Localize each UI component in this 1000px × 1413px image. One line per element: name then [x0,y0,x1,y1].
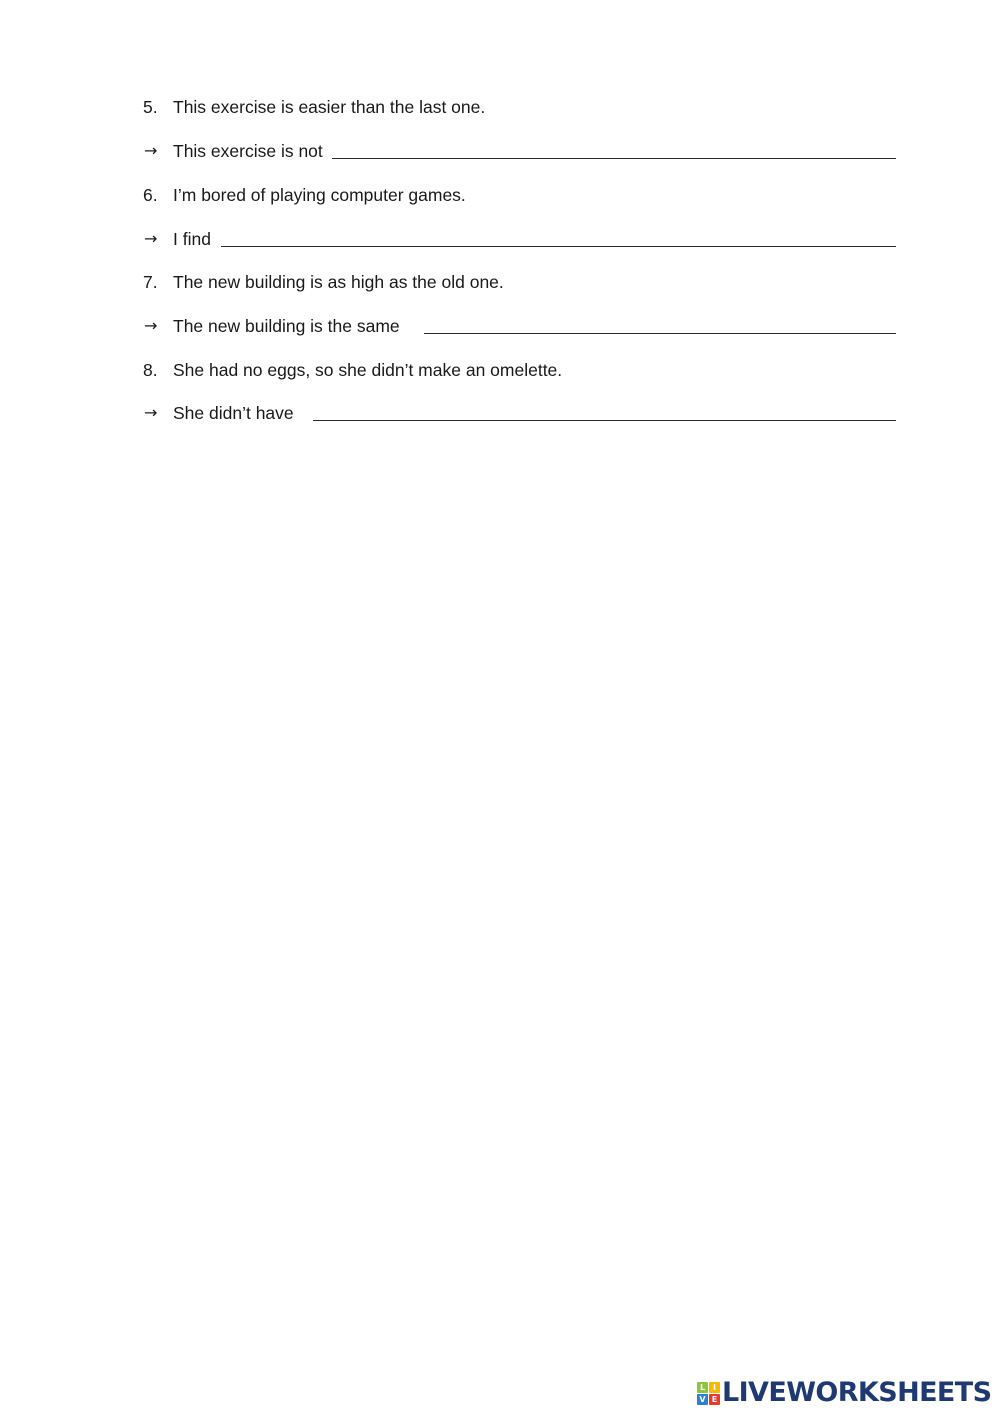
question-prompt: The new building is as high as the old one. [173,272,504,292]
question-number: 7. [143,272,158,292]
logo-block-l: L [697,1382,708,1393]
answer-prefix: The new building is the same [173,316,400,336]
question-number: 6. [143,185,158,205]
answer-prefix: This exercise is not [173,141,323,161]
logo-wordmark: LIVEWORKSHEETS [722,1377,992,1408]
arrow-right-icon: → [144,141,158,160]
question-prompt: I’m bored of playing computer games. [173,185,466,205]
arrow-right-icon: → [144,403,158,422]
answer-prefix: I find [173,229,211,249]
question-prompt: This exercise is easier than the last one. [173,97,486,117]
answer-prefix: She didn’t have [173,403,294,423]
answer-blank-5[interactable] [332,158,896,159]
answer-blank-6[interactable] [221,246,896,247]
arrow-right-icon: → [144,316,158,335]
question-number: 8. [143,360,158,380]
liveworksheets-logo [697,1378,991,1408]
question-number: 5. [143,97,158,117]
question-prompt: She had no eggs, so she didn’t make an omelette. [173,360,563,380]
logo-block-v: V [697,1394,708,1405]
logo-block-i: I [709,1382,720,1393]
logo-block-e: E [709,1394,720,1405]
arrow-right-icon: → [144,229,158,248]
answer-blank-7[interactable] [424,333,896,334]
live-blocks-icon [697,1382,720,1405]
answer-blank-8[interactable] [313,420,896,421]
